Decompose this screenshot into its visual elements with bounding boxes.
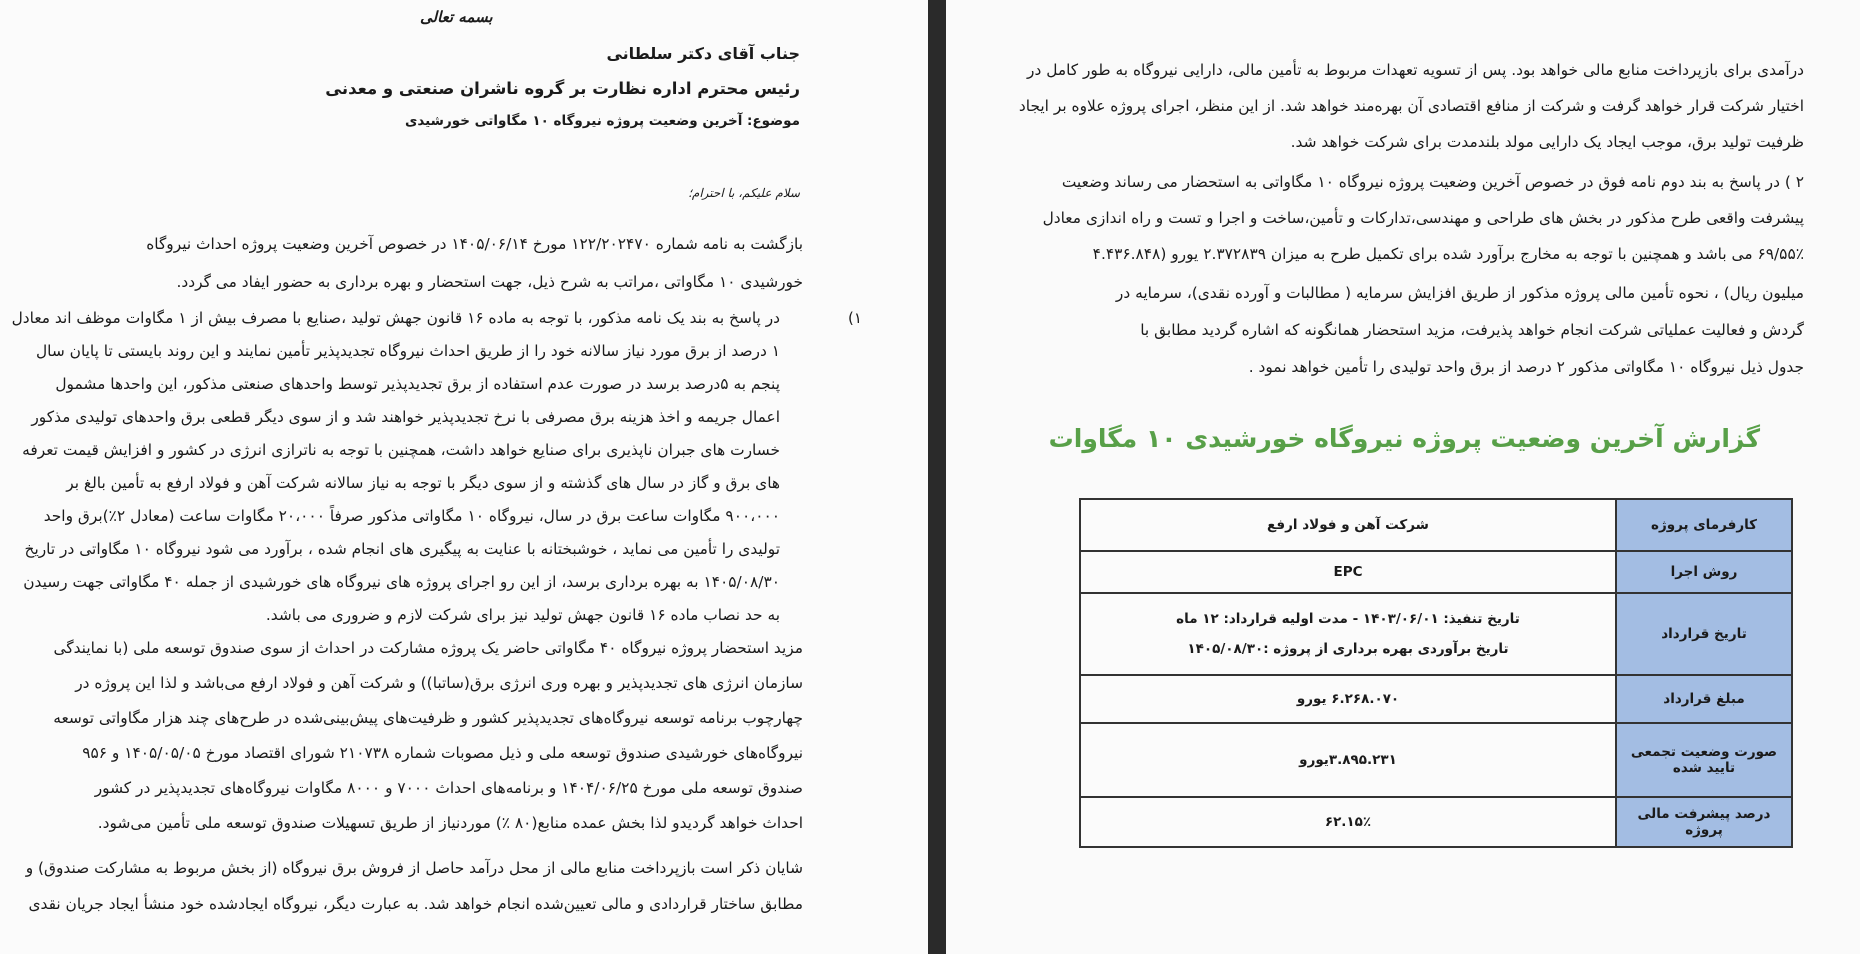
progress-label: درصد پیشرفت مالی پروژه	[1616, 797, 1792, 847]
table-row	[1080, 499, 1792, 551]
body-line: پیشرفت واقعی طرح مذکور در بخش های طراحی و مهندسی،تدارکات و تأمین،ساخت و اجرا و تست و راه اندازی معادل	[1042, 209, 1804, 227]
method-label: روش اجرا	[1616, 551, 1792, 593]
table-row	[1080, 551, 1792, 593]
body-line: در پاسخ به بند یک نامه مذکور، با توجه به ماده ۱۶ قانون جهش تولید ،صنایع با مصرف بیش از ۱ مگاوات موظف اند معادل	[11, 309, 780, 327]
body-line: احداث خواهد گردیدو لذا بخش عمده منابع(۸۰ ٪) موردنیاز از طریق تسهیلات صندوق توسعه ملی تأمین می‌شود.	[97, 814, 803, 832]
basmala-heading: بسمه تعالی	[420, 8, 493, 26]
recipient-name: جناب آقای دکتر سلطانی	[606, 44, 800, 63]
body-line: بازگشت به نامه شماره ۱۲۲/۲۰۲۴۷۰ مورخ ۱۴۰۵/۰۶/۱۴ در خصوص آخرین وضعیت پروژه احداث نیروگاه	[146, 235, 803, 253]
letter-page-left	[0, 0, 928, 954]
body-line: گردش و فعالیت عملیاتی شرکت انجام خواهد پذیرفت، مزید استحضار همانگونه که اشاره گردید مطابق با	[1140, 321, 1804, 339]
body-line: جدول ذیل نیروگاه ۱۰ مگاواتی مذکور ۲ درصد از برق واحد تولیدی را تأمین خواهد نمود .	[1248, 358, 1804, 376]
body-line: درآمدی برای بازپرداخت منابع مالی خواهد بود. پس از تسویه تعهدات مربوط به تأمین مالی، دارایی نیروگاه به طور کامل در	[1027, 61, 1804, 79]
body-line: تولیدی را تأمین می نماید ، خوشبختانه با عنایت به پیگیری های انجام شده ، برآورد می شود نیروگاه ۱۰ مگاواتی در تاریخ	[24, 540, 780, 558]
body-line: اعمال جریمه و اخذ هزینه برق مصرفی با نرخ تجدیدپذیر خواهند شد و از سوی دیگر قطعی برق واحدهای تولیدی مذکور	[31, 408, 780, 426]
table-row	[1080, 723, 1792, 797]
progress-value: ۶۲.۱۵٪	[1080, 797, 1616, 847]
body-line: صندوق توسعه ملی مورخ ۱۴۰۴/۰۶/۲۵ و برنامه‌های احداث ۷۰۰۰ و ۸۰۰۰ مگاوات نیروگاه‌های تجدیدپذیر در کشور	[94, 779, 803, 797]
body-line: ظرفیت تولید برق، موجب ایجاد یک دارایی مولد بلندمدت برای شرکت خواهد شد.	[1290, 133, 1804, 151]
body-line: مزید استحضار پروژه نیروگاه ۴۰ مگاواتی حاضر یک پروژه مشارکت در احداث از سوی صندوق توسعه ملی (با نمایندگی	[53, 639, 803, 657]
body-line: ۹۰۰،۰۰۰ مگاوات ساعت برق در سال، نیروگاه ۱۰ مگاواتی مذکور صرفاً ۲۰،۰۰۰ مگاوات ساعت (معادل ۲٪)برق واحد	[43, 507, 780, 525]
method-value: EPC	[1080, 551, 1616, 593]
employer-label: کارفرمای پروژه	[1616, 499, 1792, 551]
body-line: اختیار شرکت قرار خواهد گرفت و شرکت از منافع اقتصادی آن بهره‌مند خواهد شد. از این منظر، اجرای پروژه علاوه بر ایجاد	[1018, 97, 1804, 115]
body-line: نیروگاه‌های خورشیدی صندوق توسعه ملی و ذیل مصوبات شماره ۲۱۰۷۳۸ شورای اقتصاد مورخ ۱۴۰۵/۰۵/۰۵ و ۹۵۶	[82, 744, 803, 762]
statement-label: صورت وضعیت تجمعی تایید شده	[1616, 723, 1792, 797]
body-line: ۶۹/۵۵٪ می باشد و همچنین با توجه به مخارج برآورد شده برای تکمیل طرح به میزان ۲.۳۷۲۸۳۹ یورو (۴.۴۳۶.۸۴۸	[1092, 245, 1804, 263]
recipient-title: رئیس محترم اداره نظارت بر گروه ناشران صنعتی و معدنی	[325, 79, 800, 98]
report-title: گزارش آخرین وضعیت پروژه نیروگاه خورشیدی ۱۰ مگاوات	[1048, 424, 1760, 453]
letter-page-right	[946, 0, 1860, 954]
amount-value: ۶.۲۶۸.۰۷۰ یورو	[1080, 675, 1616, 723]
body-line: چهارچوب برنامه توسعه نیروگاه‌های تجدیدپذیر کشور و ظرفیت‌های پیش‌بینی‌شده در طرح‌های چند هزار مگاواتی توسعه	[53, 709, 803, 727]
body-line: خورشیدی ۱۰ مگاواتی ،مراتب به شرح ذیل، جهت استحضار و بهره برداری به حضور ایفاد می گردد.	[176, 273, 803, 291]
body-line: خسارت های جبران ناپذیری برای صنایع خواهد داشت، همچنین با توجه به ناترازی انرژی در کشور و افزایش قیمت تعرفه	[22, 441, 780, 459]
estimated-operation-date: تاریخ برآوردی بهره برداری از پروژه :۱۴۰۵/۰۸/۳۰	[1187, 641, 1509, 657]
table-row	[1080, 797, 1792, 847]
statement-value: ۳.۸۹۵.۲۳۱یورو	[1080, 723, 1616, 797]
contract-effective-date: تاریخ تنفیذ: ۱۴۰۳/۰۶/۰۱ - مدت اولیه قرارداد: ۱۲ ماه	[1176, 611, 1520, 627]
item-number: ۱)	[848, 309, 862, 327]
body-line: به حد نصاب ماده ۱۶ قانون جهش تولید نیز برای شرکت لازم و ضروری می باشد.	[265, 606, 780, 624]
amount-label: مبلغ قرارداد	[1616, 675, 1792, 723]
employer-value: شرکت آهن و فولاد ارفع	[1080, 499, 1616, 551]
body-line: پنجم به ۵درصد برسد در صورت عدم استفاده از برق تجدیدپذیر توسط واحدهای صنعتی مذکور، این واحدها مشمول	[55, 375, 780, 393]
table-row	[1080, 593, 1792, 675]
body-line: ۱ درصد از برق مورد نیاز سالانه خود را از طریق احداث نیروگاه تجدیدپذیر تأمین نمایند و این روند بایستی تا پایان سال	[36, 342, 780, 360]
contract-date-value	[1080, 593, 1616, 675]
body-line: های برق و گاز در سال های گذشته و از سوی دیگر با توجه به نیاز سالانه شرکت آهن و فولاد ارفع به تأمین بالغ بر	[66, 474, 780, 492]
table-row	[1080, 675, 1792, 723]
project-status-table	[1079, 498, 1793, 848]
letter-subject: موضوع: آخرین وضعیت پروژه نیروگاه ۱۰ مگاواتی خورشیدی	[405, 113, 800, 129]
body-line: ۲ ) در پاسخ به بند دوم نامه فوق در خصوص آخرین وضعیت پروژه نیروگاه ۱۰ مگاواتی به استحضار می رساند وضعیت	[1061, 173, 1804, 191]
body-line: میلیون ریال) ، نحوه تأمین مالی پروژه مذکور از طریق افزایش سرمایه ( مطالبات و آورده نقدی)، سرمایه در	[1115, 284, 1804, 302]
body-line: شایان ذکر است بازپرداخت منابع مالی از محل درآمد حاصل از فروش برق نیروگاه (از بخش مربوط به مشارکت صندوق) و	[25, 859, 803, 877]
greeting: سلام علیکم، با احترام؛	[688, 186, 800, 200]
body-line: سازمان انرژی های تجدیدپذیر و بهره وری انرژی برق(ساتبا)) و شرکت آهن و فولاد ارفع می‌باشد و لذا این پروژه در	[75, 674, 803, 692]
contract-date-label: تاریخ قرارداد	[1616, 593, 1792, 675]
body-line: ۱۴۰۵/۰۸/۳۰ به بهره برداری برسد، از این رو اجرای پروژه های نیروگاه های خورشیدی از جمله ۴۰ مگاواتی جهت رسیدن	[23, 573, 780, 591]
body-line: مطابق ساختار قراردادی و مالی تعیین‌شده انجام خواهد شد. به عبارت دیگر، نیروگاه ایجادشده خود منشأ ایجاد جریان نقدی	[28, 895, 803, 913]
